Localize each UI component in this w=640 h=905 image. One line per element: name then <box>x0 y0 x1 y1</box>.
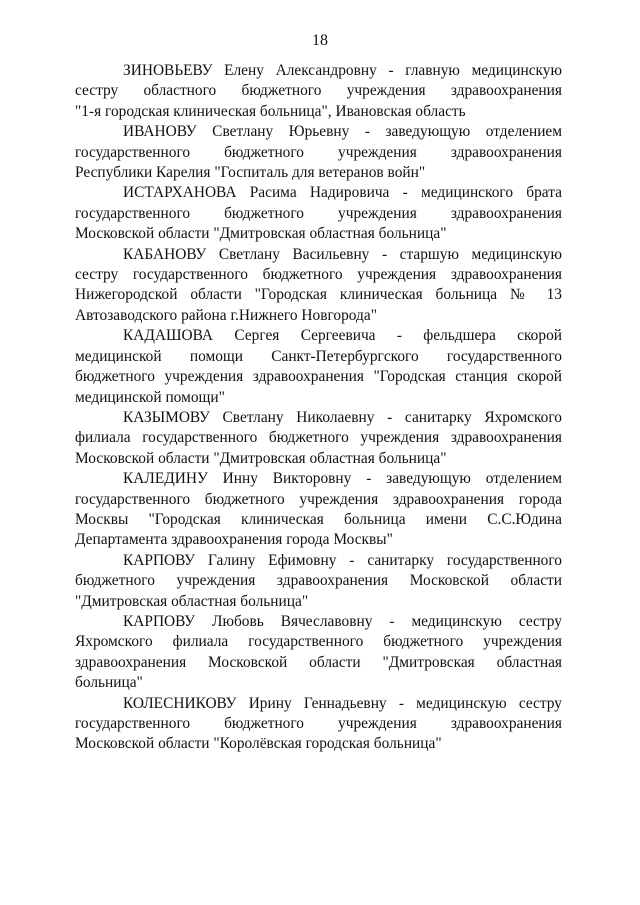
entry-line: Республики Карелия "Госпиталь для ветеранов войн" <box>75 164 426 182</box>
entry-line: "1-я городская клиническая больница", Ивановская область <box>75 102 466 120</box>
document-body <box>75 61 562 755</box>
entry-line: государственного бюджетного учреждения здравоохранения <box>75 715 562 732</box>
entry-line: "Дмитровская областная больница" <box>75 592 309 610</box>
entry-line: больница" <box>75 674 143 692</box>
entry-line: КАЗЫМОВУ Светлану Николаевну - санитарку Яхромского <box>123 408 562 426</box>
entry-line: КАЛЕДИНУ Инну Викторовну - заведующую отделением <box>123 470 562 488</box>
entry-line: медицинской помощи" <box>75 388 225 406</box>
entry-line: КАДАШОВА Сергея Сергеевича - фельдшера скорой <box>123 327 562 345</box>
entry-line: сестру государственного бюджетного учреждения здравоохранения <box>75 266 562 284</box>
entry-line: Яхромского филиала государственного бюджетного учреждения <box>75 633 562 651</box>
award-entry <box>75 612 562 694</box>
award-entry <box>75 326 562 408</box>
entry-line: государственного бюджетного учреждения здравоохранения <box>75 204 562 222</box>
award-entry <box>75 694 562 755</box>
entry-line: Нижегородской области "Городская клиническая больница № 13 <box>75 286 562 304</box>
entry-line: ЗИНОВЬЕВУ Елену Александровну - главную медицинскую <box>123 62 562 79</box>
page-number: 18 <box>312 32 328 49</box>
entry-line: КАРПОВУ Любовь Вячеславовну - медицинскую сестру <box>123 612 562 630</box>
entry-line: ИВАНОВУ Светлану Юрьевну - заведующую отделением <box>123 123 562 141</box>
entry-line: государственного бюджетного учреждения здравоохранения <box>75 143 562 161</box>
entry-line: филиала государственного бюджетного учреждения здравоохранения <box>75 429 562 447</box>
entry-line: здравоохранения Московской области "Дмитровская областная <box>75 653 562 671</box>
award-entry <box>75 408 562 469</box>
entry-line: КОЛЕСНИКОВУ Ирину Геннадьевну - медицинскую сестру <box>123 694 562 712</box>
entry-line: бюджетного учреждения здравоохранения "Городская станция скорой <box>75 368 562 386</box>
entry-line: Московской области "Дмитровская областная больница" <box>75 449 447 467</box>
award-entry <box>75 245 562 327</box>
entry-line: Департамента здравоохранения города Москвы" <box>75 531 393 549</box>
award-entry <box>75 122 562 183</box>
entry-line: Московской области "Дмитровская областная больница" <box>75 225 447 243</box>
entry-line: Москвы "Городская клиническая больница имени С.С.Юдина <box>75 510 562 528</box>
entry-line: ИСТАРХАНОВА Расима Надировича - медицинского брата <box>123 184 562 202</box>
entry-line: сестру областного бюджетного учреждения здравоохранения <box>75 82 562 100</box>
award-entry <box>75 551 562 612</box>
entry-line: бюджетного учреждения здравоохранения Московской области <box>75 572 562 590</box>
entry-line: КАРПОВУ Галину Ефимовну - санитарку государственного <box>123 551 562 569</box>
entry-line: Автозаводского района г.Нижнего Новгорода" <box>75 306 377 324</box>
entry-line: медицинской помощи Санкт-Петербургского государственного <box>75 347 562 365</box>
award-entry <box>75 469 562 551</box>
entry-line: Московской области "Королёвская городская больница" <box>75 735 442 753</box>
entry-line: КАБАНОВУ Светлану Васильевну - старшую медицинскую <box>123 245 562 263</box>
award-entry <box>75 183 562 244</box>
entry-line: государственного бюджетного учреждения здравоохранения города <box>75 490 562 508</box>
award-entry <box>75 61 562 122</box>
